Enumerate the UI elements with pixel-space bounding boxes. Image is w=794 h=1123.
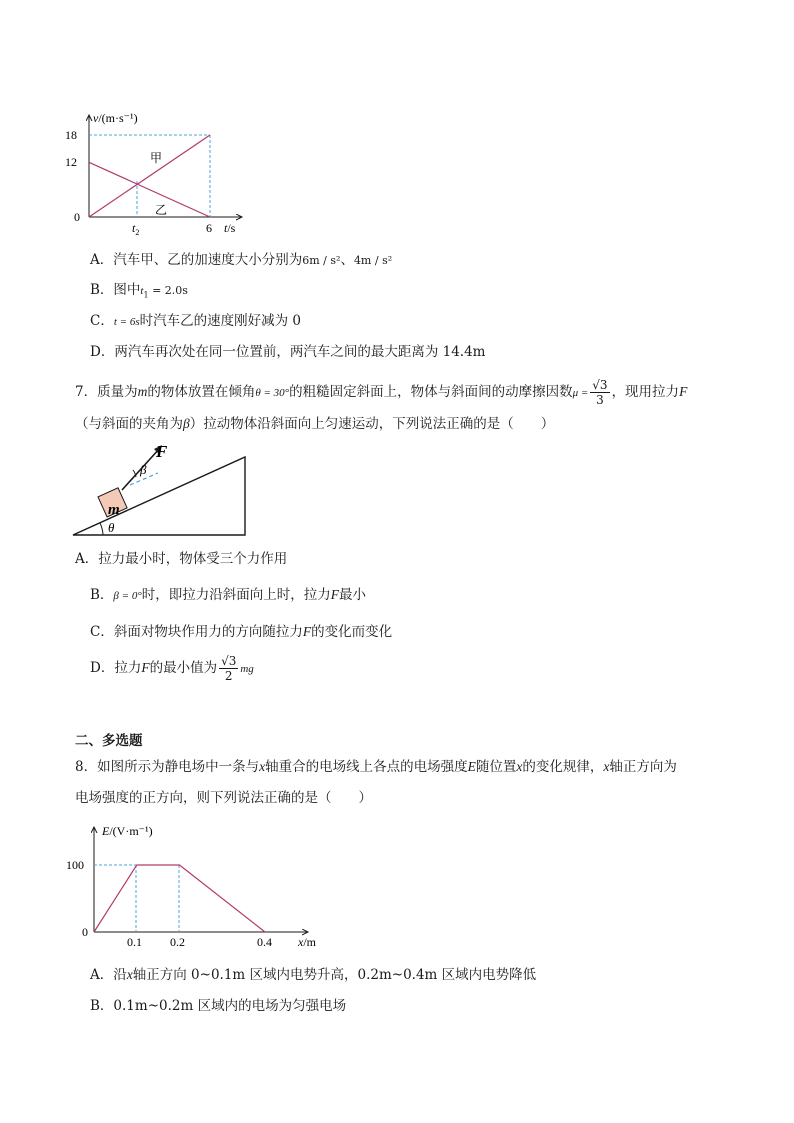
q7-stem-a: 7．质量为 xyxy=(75,384,138,400)
q7-d-mid: 的最小值为 xyxy=(149,660,218,676)
fig-theta-label: θ xyxy=(108,520,115,535)
q8-line1-a: 8．如图所示为静电场中一条与 xyxy=(75,759,260,775)
ex-tick-01: 0.1 xyxy=(127,935,142,949)
q6-a-math2: 4m / s² xyxy=(353,254,393,267)
vt-series-yi xyxy=(89,162,210,217)
q6-c-prefix: C． xyxy=(90,313,114,329)
q7-c-f: F xyxy=(302,624,312,639)
q7-m: m xyxy=(137,384,148,399)
q6-option-d: D．两汽车再次处在同一位置前，两汽车之间的最大距离为 14.4m xyxy=(90,344,486,360)
q6-a-math1: 6m / s² xyxy=(302,254,341,267)
fig-beta-label: β xyxy=(140,462,147,477)
q8-line1-c: 随位置 xyxy=(475,759,517,775)
ex-xlabel: x/m xyxy=(298,935,316,949)
vt-graph xyxy=(60,100,260,240)
q8-stem-line1 xyxy=(75,757,677,777)
incline-figure xyxy=(70,440,255,540)
q7-stem-d: ，现用拉力 xyxy=(611,384,680,400)
ex-tick-0: 0 xyxy=(82,925,88,939)
q7-stem-line2 xyxy=(75,414,554,434)
q7-option-d xyxy=(90,652,254,684)
q8-a-suffix: 轴正方向 0~0.1m 区域内电势升高，0.2m~0.4m 区域内电势降低 xyxy=(132,967,537,983)
vt-ylabel: v/(m·s⁻¹) xyxy=(93,111,138,125)
q6-b-math-rest: = 2.0s xyxy=(148,284,188,297)
q6-option-c xyxy=(90,311,301,332)
q6-a-sep: 、 xyxy=(340,252,354,268)
q7-b-prefix: B． xyxy=(90,587,114,603)
q6-b-prefix: B．图中 xyxy=(90,282,141,298)
q7-beta: β xyxy=(183,416,190,431)
q8-line1-e: 轴正方向为 xyxy=(609,759,677,775)
q7-d-prefix: D．拉力 xyxy=(90,660,142,676)
q8-option-b: B．0.1m~0.2m 区域内的电场为匀强电场 xyxy=(90,998,347,1014)
q8-option-a xyxy=(90,965,536,985)
ex-ylabel: E/(V·m⁻¹) xyxy=(102,824,153,838)
q7-d-num: √3 xyxy=(221,654,237,668)
q7-option-c xyxy=(90,622,392,642)
q7-mu-fraction xyxy=(590,378,609,407)
q7-b-f: F xyxy=(330,587,339,602)
q7-option-a: A．拉力最小时，物体受三个力作用 xyxy=(75,551,288,567)
vt-label-yi: 乙 xyxy=(155,203,168,217)
q7-frac-num: √3 xyxy=(592,378,608,392)
q7-b-suffix-a: 时，即拉力沿斜面向上时，拉力 xyxy=(141,587,331,603)
ex-tick-100: 100 xyxy=(66,858,84,872)
q8-line1-d: 的变化规律， xyxy=(522,759,604,775)
q7-c-prefix: C．斜面对物块作用力的方向随拉力 xyxy=(90,624,303,640)
q7-b-suffix-b: 最小 xyxy=(338,587,366,603)
q7-line2-b: ）拉动物体沿斜面向上匀速运动，下列说法正确的是（ ） xyxy=(189,416,555,432)
q8-x3: x xyxy=(603,759,610,774)
q7-f: F xyxy=(679,384,688,399)
q6-a-prefix: A．汽车甲、乙的加速度大小分别为 xyxy=(90,252,303,268)
q6-b-math-sub: 1 xyxy=(143,290,149,300)
vt-xlabel: t/s xyxy=(224,221,236,235)
ex-graph xyxy=(65,815,335,950)
q8-line1-b: 轴重合的电场线上各点的电场强度 xyxy=(265,759,468,775)
q7-d-mg: mg xyxy=(240,663,254,675)
q8-stem-line2: 电场强度的正方向，则下列说法正确的是（ ） xyxy=(75,790,372,806)
q6-c-suffix: 时汽车乙的速度刚好减为 0 xyxy=(139,313,301,329)
q7-option-b xyxy=(90,585,366,606)
ex-tick-04: 0.4 xyxy=(257,935,272,949)
q7-mu-eq: μ = xyxy=(572,387,589,399)
q8-x1: x xyxy=(259,759,266,774)
q6-option-b xyxy=(90,280,188,306)
q7-stem-line1 xyxy=(75,378,687,406)
vt-tick-t2: $t_2$ xyxy=(132,221,140,237)
fig-f-label: F xyxy=(156,442,168,461)
q6-b-math-t: t xyxy=(140,285,144,297)
q7-stem-b: 的物体放置在倾角 xyxy=(147,384,256,400)
q7-c-suffix: 的变化而变化 xyxy=(311,624,393,640)
q7-d-den: 2 xyxy=(224,669,233,683)
vt-label-jia: 甲 xyxy=(150,151,163,165)
q7-b-math: β = 0° xyxy=(113,590,142,602)
q8-e: E xyxy=(467,759,476,774)
fig-m-label: m xyxy=(108,502,120,518)
q7-line2-a: （与斜面的夹角为 xyxy=(75,416,183,432)
ex-tick-02: 0.2 xyxy=(170,935,185,949)
vt-tick-6: 6 xyxy=(206,221,212,235)
vt-tick-18: 18 xyxy=(65,128,77,142)
q6-c-math: t = 6s xyxy=(113,316,140,328)
vt-tick-0: 0 xyxy=(74,210,80,224)
q8-x2: x xyxy=(516,759,523,774)
q7-theta-eq: θ = 30° xyxy=(255,387,290,399)
q6-option-a xyxy=(90,250,392,271)
vt-series-jia xyxy=(89,135,210,217)
q7-d-fraction xyxy=(219,654,238,683)
incline-triangle xyxy=(73,457,245,535)
q7-stem-c: 的粗糙固定斜面上，物体与斜面间的动摩擦因数 xyxy=(289,384,573,400)
q7-frac-den: 3 xyxy=(596,393,604,407)
incline-angle-arc xyxy=(100,523,103,535)
q7-d-f: F xyxy=(141,660,150,675)
q8-a-x: x xyxy=(126,967,133,982)
section-title-multi-choice: 二、多选题 xyxy=(75,733,143,749)
vt-tick-12: 12 xyxy=(65,155,77,169)
q8-a-prefix: A．沿 xyxy=(90,967,127,983)
